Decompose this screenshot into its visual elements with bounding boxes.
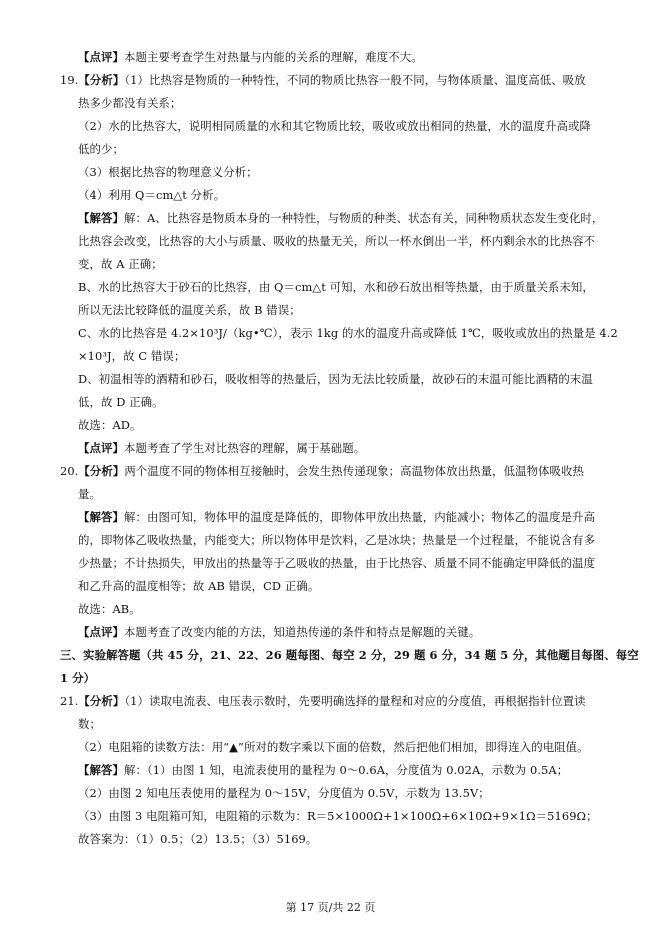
question-number: 19. — [60, 73, 79, 87]
line-text: 本题考查了学生对比热容的理解，属于基础题。 — [123, 441, 366, 455]
text-line — [78, 786, 648, 800]
line-text: 低的少； — [78, 142, 124, 156]
text-line — [78, 441, 648, 455]
question-number: 20. — [60, 464, 79, 478]
line-text: （3）根据比热容的物理意义分析； — [78, 165, 258, 179]
text-line — [60, 464, 630, 478]
text-line — [60, 671, 630, 685]
line-text: 和乙升高的温度相等；故 AB 错误，CD 正确。 — [78, 579, 320, 593]
text-line — [78, 257, 648, 271]
section-label: 【点评】 — [78, 625, 124, 639]
line-text: 解：由图可知，物体甲的温度是降低的，即物体甲放出热量，内能减小；物体乙的温度是升高 — [123, 510, 596, 524]
text-line — [78, 740, 648, 754]
text-line — [78, 395, 648, 409]
line-text: 比热容会改变，比热容的大小与质量、吸收的热量无关，所以一杯水倒出一半，杯内剩余水的比热容不 — [78, 234, 596, 248]
text-line — [78, 165, 648, 179]
line-text: 两个温度不同的物体相互接触时，会发生热传递现象；高温物体放出热量，低温物体吸收热 — [124, 464, 585, 478]
line-text: 量。 — [78, 487, 101, 501]
line-text: B、水的比热容大于砂石的比热容，由 Q＝cm△t 可知，水和砂石放出相等热量，由于质量关系未知， — [78, 280, 594, 294]
line-text: 故选：AB。 — [78, 602, 141, 616]
line-text: （1）比热容是物质的一种特性，不同的物质比热容一般不同，与物体质量、温度高低、吸放 — [124, 73, 586, 87]
line-text: 解：（1）由图 1 知，电流表使用的量程为 0～0.6A，分度值为 0.02A，示数为 0.5A； — [123, 763, 569, 777]
text-line — [78, 326, 648, 340]
line-text: （2）由图 2 知电压表使用的量程为 0～15V，分度值为 0.5V，示数为 13.5V； — [78, 786, 490, 800]
text-line — [78, 50, 648, 64]
line-text: （2）电阻箱的读数方法：用“▲”所对的数字乘以下面的倍数，然后把他们相加，即得连入的电阻值。 — [78, 740, 589, 754]
text-line — [78, 188, 648, 202]
line-text: 1 分） — [60, 671, 96, 685]
text-line — [60, 648, 639, 662]
text-line — [78, 809, 648, 823]
line-text: 变，故 A 正确； — [78, 257, 163, 271]
text-line — [78, 142, 648, 156]
line-text: 解：A、比热容是物质本身的一种特性，与物质的种类、状态有关，同种物质状态发生变化时， — [123, 211, 604, 225]
line-text: 的，即物体乙吸收热量，内能变大；所以物体甲是饮料，乙是冰块；热量是一个过程量，不能说含有多 — [78, 533, 596, 547]
line-text: C、水的比热容是 4.2×10³J/（kg•℃），表示 1kg 的水的温度升高或降低 1℃，吸收或放出的热量是 4.2 — [78, 326, 618, 340]
text-line — [60, 694, 630, 708]
section-label: 【解答】 — [78, 763, 124, 777]
section-label: 【分析】 — [78, 694, 125, 708]
text-line — [78, 303, 648, 317]
question-number: 21. — [60, 694, 79, 708]
section-label: 【分析】 — [78, 464, 125, 478]
section-label: 【解答】 — [78, 211, 124, 225]
line-text: 少热量；不计热损失，甲放出的热量等于乙吸收的热量，由于比热容、质量不同不能确定甲降低的温度 — [78, 556, 596, 570]
text-line — [78, 487, 648, 501]
text-line — [78, 832, 648, 846]
text-line — [78, 211, 648, 225]
text-line — [78, 280, 648, 294]
section-label: 【解答】 — [78, 510, 124, 524]
line-text: 三、实验解答题（共 45 分，21、22、26 题每图、每空 2 分，29 题 6 分，34 题 5 分，其他题目每图、每空 — [60, 648, 639, 662]
text-line — [78, 510, 648, 524]
text-line — [78, 119, 648, 133]
text-line — [78, 556, 648, 570]
line-text: 热多少都没有关系； — [78, 96, 182, 110]
text-line — [78, 763, 648, 777]
line-text: 故答案为：（1）0.5；（2）13.5；（3）5169。 — [78, 832, 318, 846]
text-line — [78, 625, 648, 639]
line-text: （4）利用 Q＝cm△t 分析。 — [78, 188, 226, 202]
text-line — [78, 349, 648, 363]
line-text: （2）水的比热容大，说明相同质量的水和其它物质比较，吸收或放出相同的热量，水的温度升高或降 — [78, 119, 591, 133]
line-text: D、初温相等的酒精和砂石，吸收相等的热量后，因为无法比较质量，故砂石的末温可能比酒精的末温 — [78, 372, 593, 386]
text-line — [78, 717, 648, 731]
text-line — [78, 579, 648, 593]
line-text: 本题考查了改变内能的方法，知道热传递的条件和特点是解题的关键。 — [123, 625, 481, 639]
text-line — [78, 96, 648, 110]
text-line — [78, 602, 648, 616]
text-line — [60, 73, 630, 87]
section-label: 【点评】 — [78, 50, 124, 64]
line-text: 本题主要考查学生对热量与内能的关系的理解，难度不大。 — [123, 50, 423, 64]
line-text: 所以无法比较降低的温度关系，故 B 错误； — [78, 303, 301, 317]
text-line — [78, 372, 648, 386]
page-footer: 第 17 页/共 22 页 — [285, 901, 376, 914]
section-label: 【点评】 — [78, 441, 124, 455]
line-text: 低，故 D 正确。 — [78, 395, 164, 409]
line-text: 故选：AD。 — [78, 418, 142, 432]
text-line — [78, 418, 648, 432]
line-text: 数； — [78, 717, 101, 731]
line-text: （3）由图 3 电阻箱可知，电阻箱的示数为：R＝5×1000Ω+1×100Ω+6×10Ω+9×1Ω＝5169Ω； — [78, 809, 598, 823]
section-label: 【分析】 — [78, 73, 125, 87]
text-line — [78, 234, 648, 248]
line-text: ×10³J，故 C 错误； — [78, 349, 186, 363]
text-line — [78, 533, 648, 547]
line-text: （1）读取电流表、电压表示数时，先要明确选择的量程和对应的分度值，再根据指针位置读 — [124, 694, 586, 708]
